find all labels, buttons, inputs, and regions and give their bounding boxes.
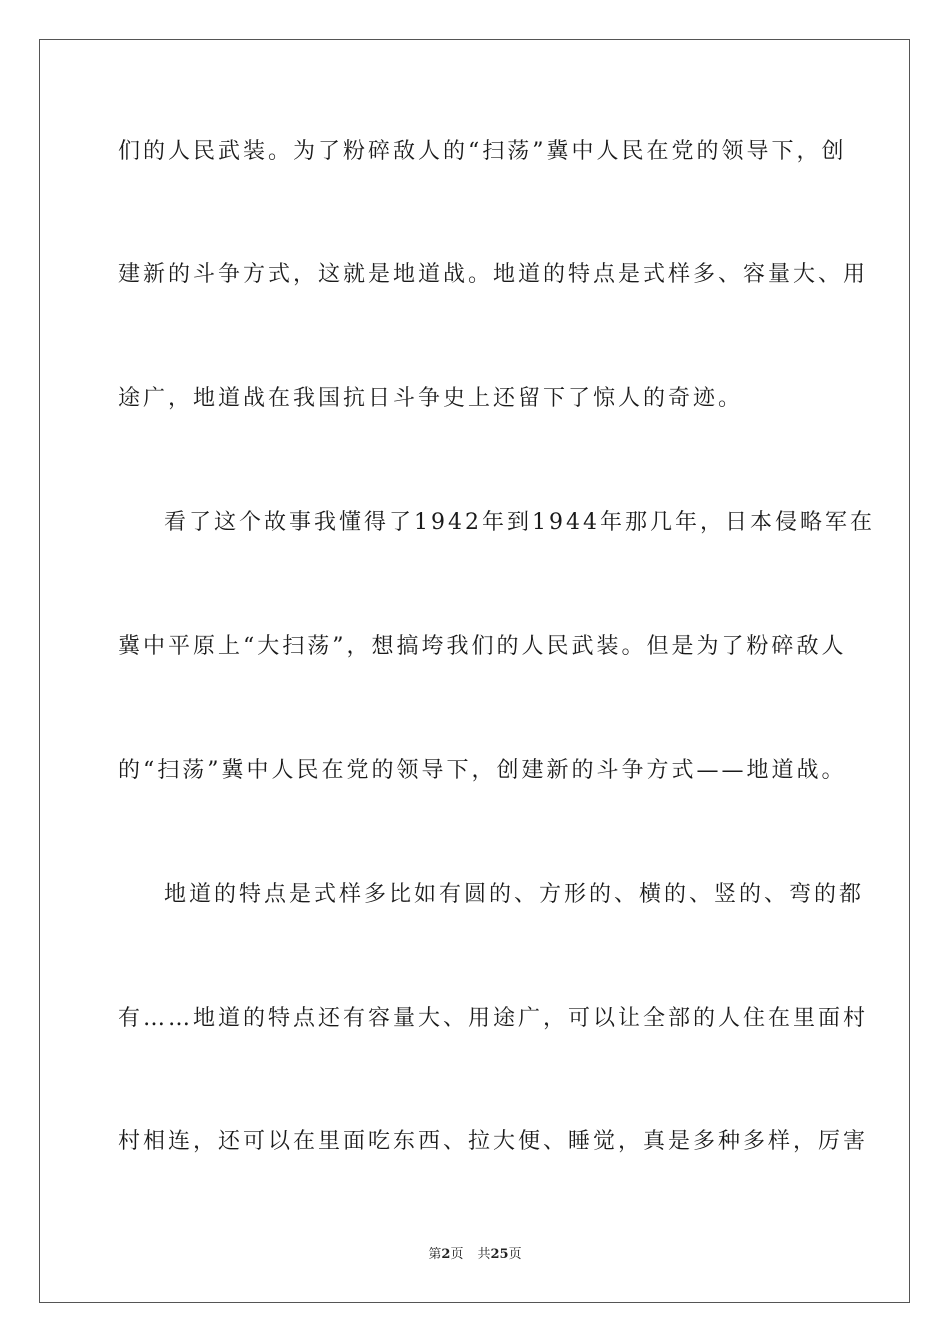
text-line: 建新的斗争方式，这就是地道战。地道的特点是式样多、容量大、用 — [118, 262, 869, 287]
page-suffix: 页 — [450, 1247, 464, 1262]
total-suffix: 页 — [508, 1247, 522, 1262]
total-pages: 25 — [490, 1247, 509, 1262]
text-line: 途广，地道战在我国抗日斗争史上还留下了惊人的奇迹。 — [118, 386, 744, 411]
page-number: 2 — [441, 1247, 451, 1262]
text-line: 的“扫荡”冀中人民在党的领导下，创建新的斗争方式——地道战。 — [118, 758, 847, 783]
paragraph-first-line: 看了这个故事我懂得了1942年到1944年那几年，日本侵略军在 — [164, 510, 875, 535]
paragraph-first-line: 地道的特点是式样多比如有圆的、方形的、横的、竖的、弯的都 — [164, 882, 865, 907]
page-prefix: 第 — [428, 1247, 442, 1262]
text-line: 们的人民武装。为了粉碎敌人的“扫荡”冀中人民在党的领导下，创 — [118, 139, 847, 164]
page-footer — [0, 1246, 950, 1264]
total-prefix: 共 — [477, 1247, 491, 1262]
text-line: 村相连，还可以在里面吃东西、拉大便、睡觉，真是多种多样，厉害 — [118, 1129, 869, 1154]
page-border — [39, 39, 910, 1303]
text-line: 冀中平原上“大扫荡”，想搞垮我们的人民武装。但是为了粉碎敌人 — [118, 634, 847, 659]
text-line: 有……地道的特点还有容量大、用途广，可以让全部的人住在里面村 — [118, 1006, 869, 1031]
